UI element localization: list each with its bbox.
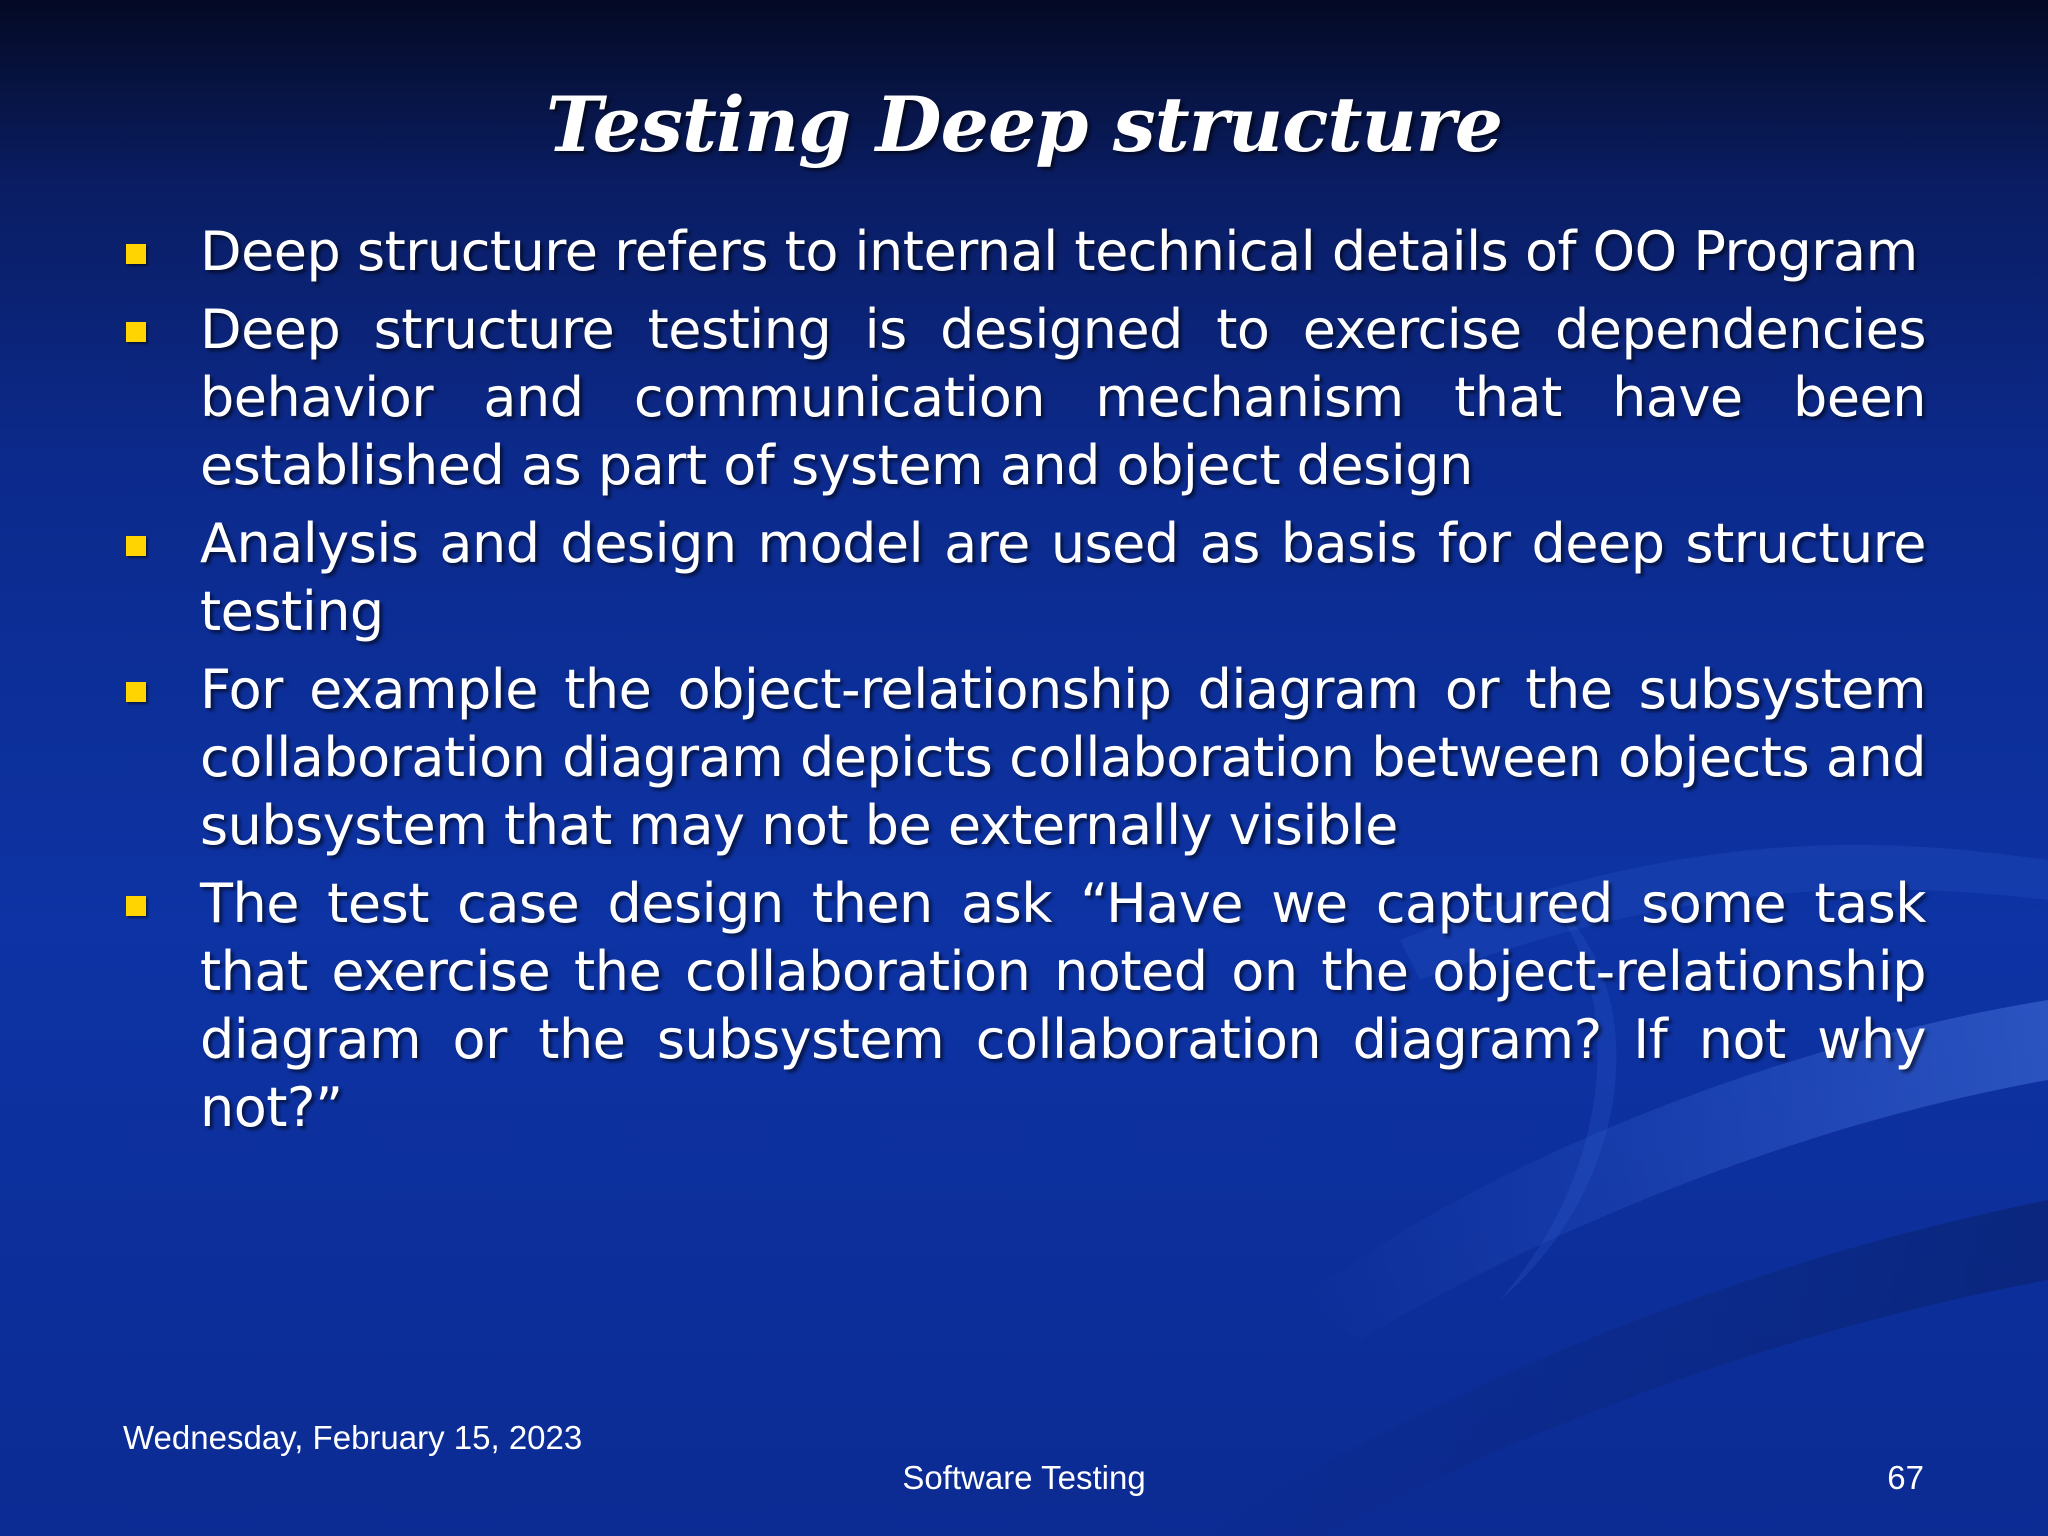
square-bullet-icon [126, 244, 146, 264]
square-bullet-icon [126, 682, 146, 702]
bullet-item [120, 296, 1926, 500]
bullet-item [120, 218, 1926, 286]
bullet-text: Deep structure testing is designed to exercise dependencies behavior and communication mechanism that have been established as part of system and object design [200, 298, 1926, 497]
square-bullet-icon [126, 322, 146, 342]
footer-date: Wednesday, February 15, 2023 [123, 1419, 583, 1456]
bullet-text: Analysis and design model are used as basis for deep structure testing [200, 512, 1926, 643]
bullet-text: The test case design then ask “Have we captured some task that exercise the collaboration noted on the object-relationship diagram or the subsystem collaboration diagram? If not why not?” [200, 872, 1926, 1139]
bullet-list [120, 218, 1926, 1152]
slide-title: Testing Deep structure [545, 80, 1503, 169]
square-bullet-icon [126, 896, 146, 916]
bullet-item [120, 870, 1926, 1142]
square-bullet-icon [126, 536, 146, 556]
slide-number: 67 [1887, 1459, 1924, 1496]
bullet-text: Deep structure refers to internal technical details of OO Program [200, 220, 1918, 283]
bullet-item [120, 656, 1926, 860]
bullet-item [120, 510, 1926, 646]
footer-title: Software Testing [902, 1459, 1146, 1496]
bullet-text: For example the object-relationship diagram or the subsystem collaboration diagram depicts collaboration between objects and subsystem that may not be externally visible [200, 658, 1926, 857]
